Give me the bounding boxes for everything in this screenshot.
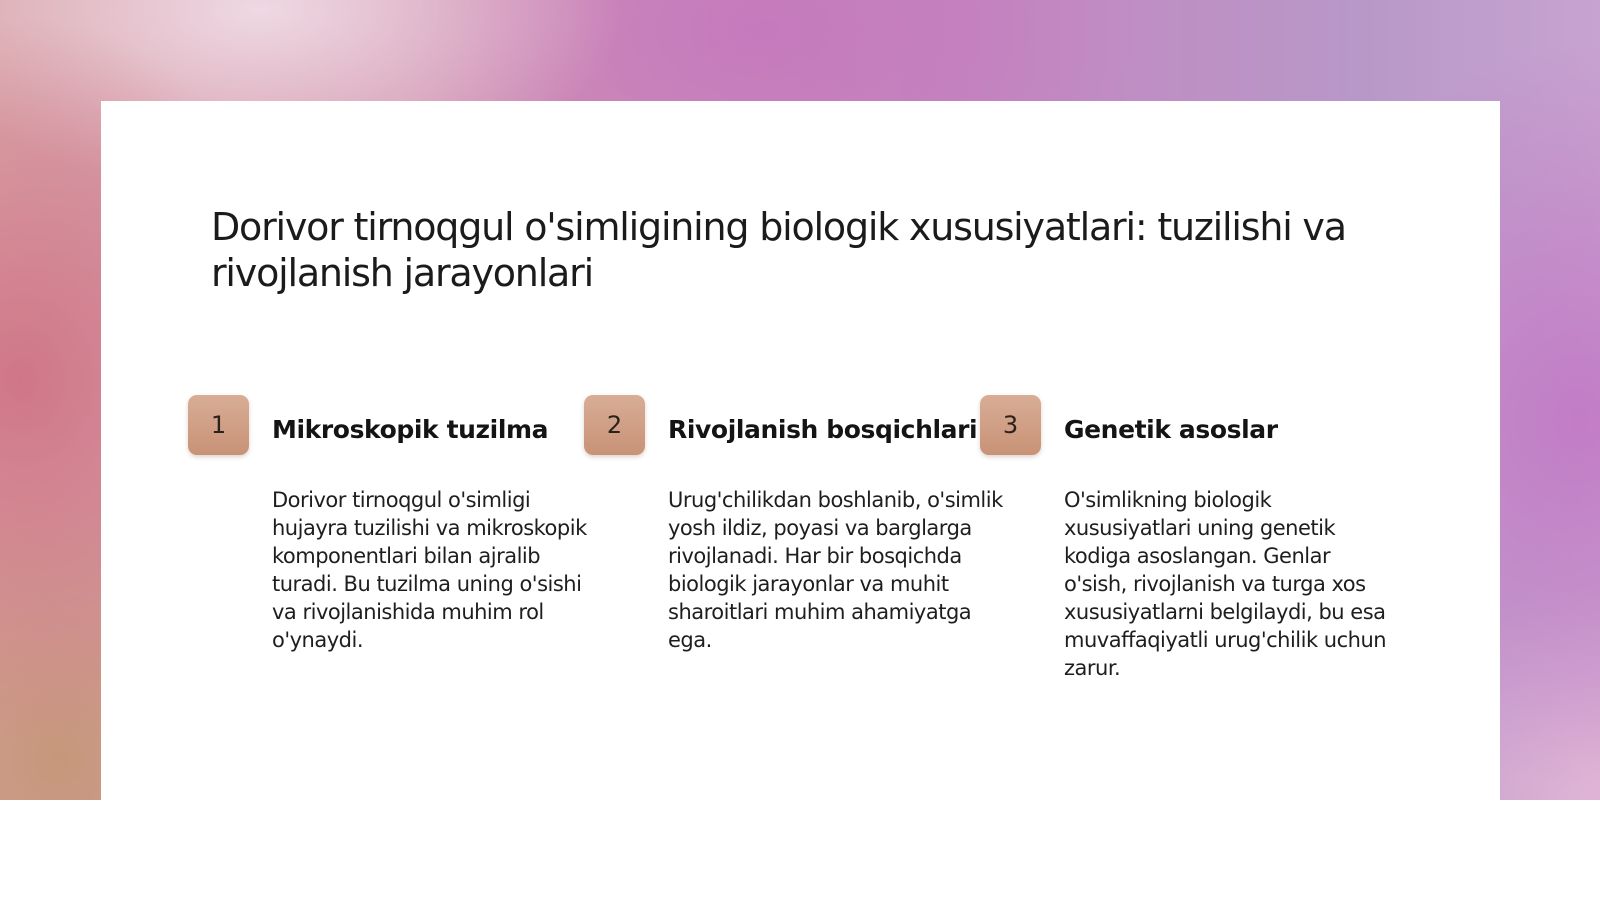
item-description: Urug'chilikdan boshlanib, o'simlik yosh ildiz, poyasi va barglarga rivojlanadi. Har bir bosqichda biologik jarayonlar va muhit sharoitlari muhim ahamiyatga ega. — [668, 488, 1003, 652]
item-description: O'simlikning biologik xususiyatlari uning genetik kodiga asoslangan. Genlar o'sish, rivojlanish va turga xos xususiyatlarni belgilaydi, bu esa muvaffaqiyatli urug'chilik uchun zarur. — [1064, 488, 1387, 680]
item-description: Dorivor tirnoqgul o'simligi hujayra tuzilishi va mikroskopik komponentlari bilan ajralib turadi. Bu tuzilma uning o'sishi va rivojlanishida muhim rol o'ynaydi. — [272, 488, 587, 652]
item-title: Mikroskopik tuzilma — [272, 415, 549, 444]
item-title: Genetik asoslar — [1064, 415, 1278, 444]
item-genetik-asoslar — [980, 395, 1387, 695]
item-mikroskopik-tuzilma — [188, 395, 588, 695]
number-badge: 3 — [980, 395, 1041, 455]
item-title: Rivojlanish bosqichlari — [668, 415, 978, 444]
number-badge: 1 — [188, 395, 249, 455]
number-badge: 2 — [584, 395, 645, 455]
slide-title: Dorivor tirnoqgul o'simligining biologik xususiyatlari: tuzilishi va rivojlanish jarayonlari — [211, 205, 1346, 295]
item-rivojlanish-bosqichlari — [584, 395, 1003, 695]
